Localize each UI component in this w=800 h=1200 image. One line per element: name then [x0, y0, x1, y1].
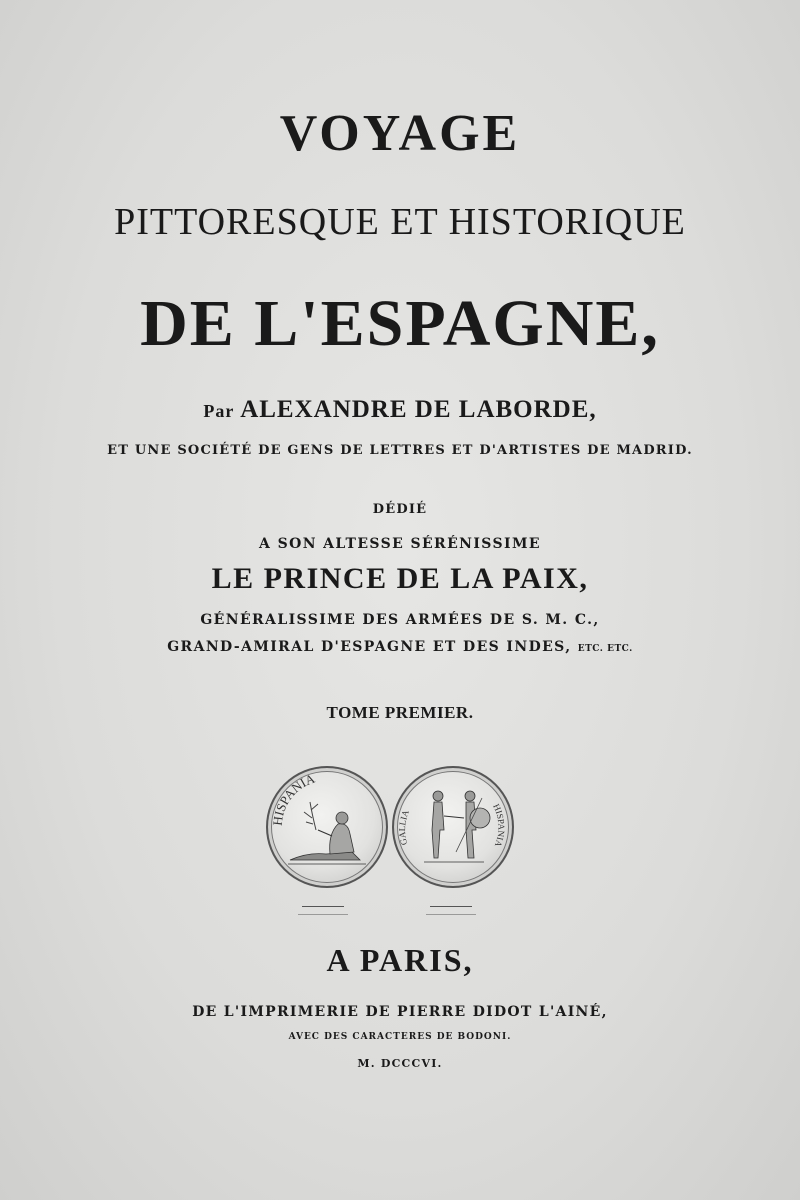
- medal-left-image: [266, 766, 388, 888]
- title-voyage: VOYAGE: [279, 105, 521, 162]
- medal-left-caption-rule: [302, 906, 344, 907]
- medal-right-caption-rule-2: [426, 914, 476, 915]
- medal-right-drawing: [394, 768, 512, 886]
- author-society: ET UNE SOCIÉTÉ DE GENS DE LETTRES ET D'ARTISTES DE MADRID.: [107, 443, 693, 458]
- dedication-label: DÉDIÉ: [372, 502, 428, 517]
- medal-right-caption-rule: [430, 906, 472, 907]
- medal-right-inscription-right: HISPANIA: [491, 802, 507, 849]
- dedication-prince: LE PRINCE DE LA PAIX,: [211, 562, 589, 595]
- imprint-year: M. DCCCVI.: [357, 1057, 443, 1070]
- medal-left-caption-rule-2: [298, 914, 348, 915]
- dedication-title-1: GÉNÉRALISSIME DES ARMÉES DE S. M. C.,: [200, 612, 600, 628]
- author-par: Par: [203, 401, 235, 421]
- imprint-city: A PARIS,: [326, 942, 474, 978]
- dedication-title-2: GRAND-AMIRAL D'ESPAGNE ET DES INDES,: [167, 639, 572, 655]
- medal-right-image: [392, 766, 514, 888]
- medal-right-inscription-left: GALLIA: [397, 808, 411, 847]
- title-espagne: DE L'ESPAGNE,: [140, 287, 660, 360]
- imprint-printer: DE L'IMPRIMERIE DE PIERRE DIDOT L'AINÉ,: [192, 1004, 608, 1020]
- medal-left-drawing: [268, 768, 386, 886]
- dedication-etc: ETC. ETC.: [577, 644, 633, 654]
- dedication-altesse: A SON ALTESSE SÉRÉNISSIME: [259, 536, 541, 552]
- author-name: ALEXANDRE DE LABORDE,: [240, 396, 597, 423]
- title-subtitle: PITTORESQUE ET HISTORIQUE: [114, 201, 686, 243]
- tome-label: TOME PREMIER.: [326, 703, 474, 722]
- imprint-types: AVEC DES CARACTERES DE BODONI.: [288, 1032, 512, 1042]
- dedication-title-2-line: [0, 639, 800, 655]
- medal-left-inscription: HISPANIA: [269, 770, 317, 827]
- author-line: [0, 396, 800, 424]
